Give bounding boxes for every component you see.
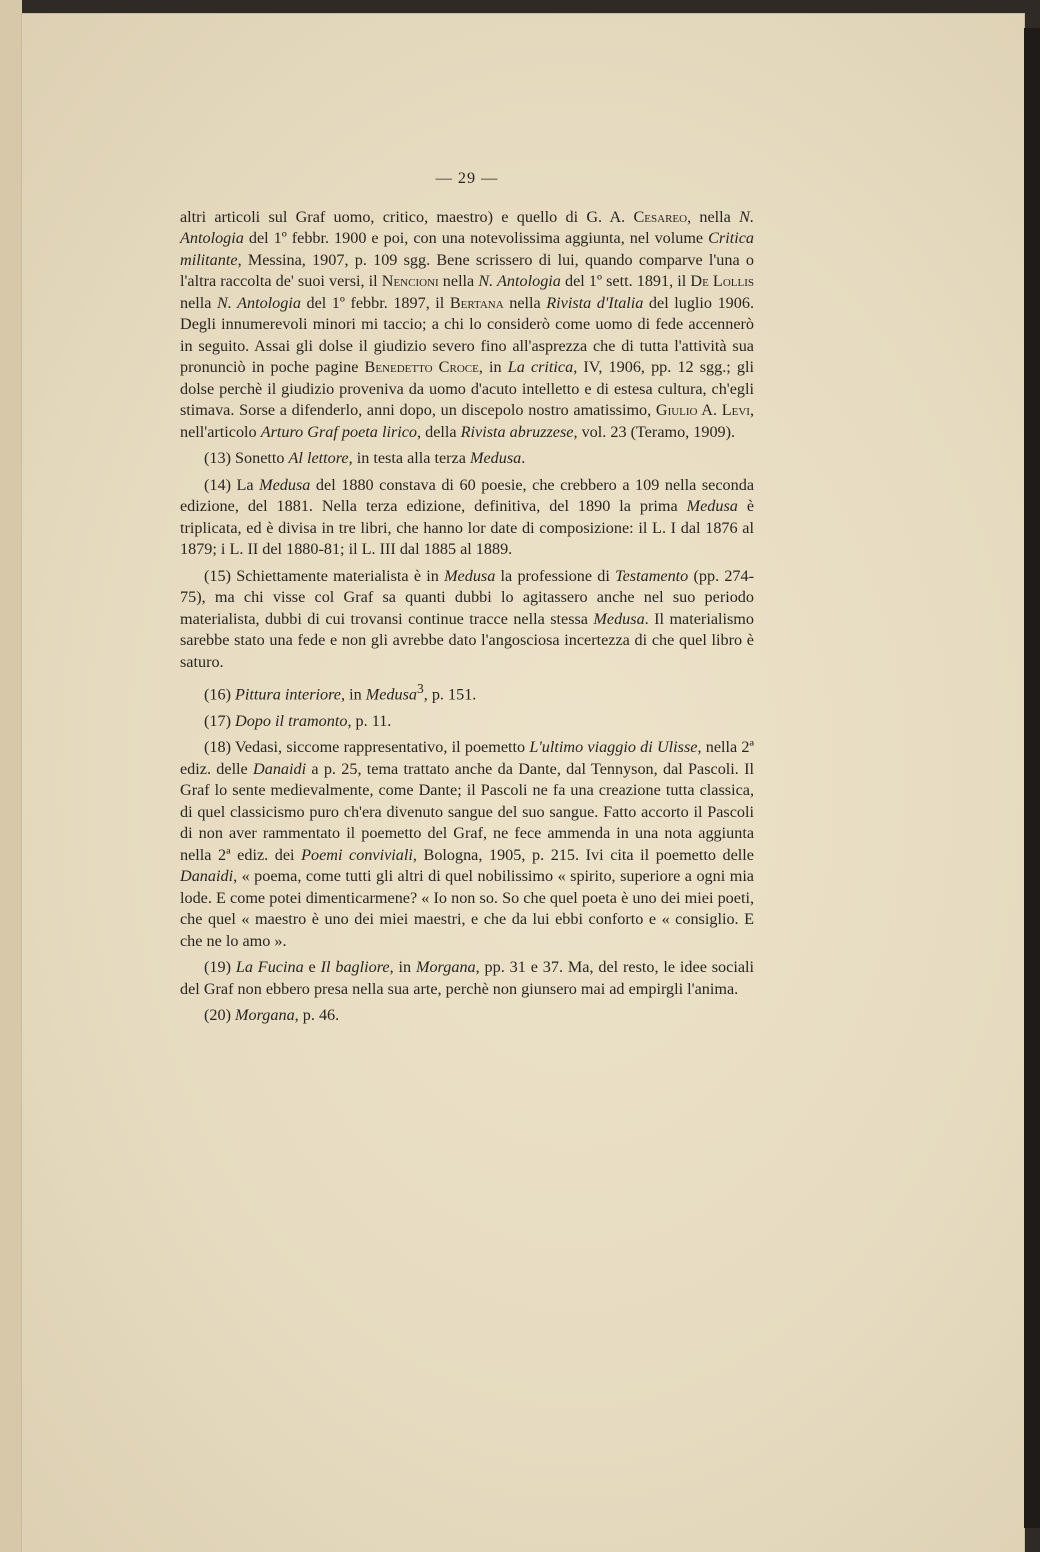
work-title: Medusa xyxy=(469,449,522,467)
note-17 xyxy=(180,711,754,733)
author-name: Nencioni xyxy=(381,272,439,290)
work-title: Danaidi xyxy=(180,867,234,886)
text: . xyxy=(521,449,526,467)
work-title: Medusa xyxy=(365,685,417,704)
text: , della xyxy=(417,422,461,441)
text: del luglio 1906. Degli innumerevoli minori mi taccio; a chi lo considerò come uomo di fede accennerò in seguito. Assai gli dolse il giudizio severo fino all'asprezza che di tutta l'attività sua pronunciò in poche pagine xyxy=(180,293,754,376)
text: (16) xyxy=(204,685,236,704)
work-title: Testamento xyxy=(615,566,689,585)
text: , vol. 23 (Teramo, 1909). xyxy=(573,422,736,441)
text: (20) xyxy=(204,1006,236,1025)
work-title: Poemi conviviali xyxy=(301,845,413,864)
author-name: De Lollis xyxy=(690,272,754,290)
text: , IV, 1906, pp. 12 sgg.; gli dolse perchè il giudizio proveniva da uomo d'acuto intelletto e di estesa cultura, ch'egli stimava. Sorse a difenderlo, anni dopo, un discepolo nostro amatissimo, xyxy=(180,358,754,419)
note-14 xyxy=(180,475,754,561)
text: (15) Schiettamente materialista è in xyxy=(204,566,445,585)
note-16 xyxy=(180,678,754,706)
work-title: Medusa xyxy=(259,475,311,494)
text: , p. 46. xyxy=(294,1006,340,1025)
edition-superscript: 3 xyxy=(416,681,424,696)
note-18 xyxy=(180,737,754,952)
work-title: Pittura interiore xyxy=(235,685,341,704)
work-title: N. Antologia xyxy=(478,272,561,290)
text: , Bologna, 1905, p. 215. Ivi cita il poemetto delle xyxy=(412,845,754,864)
text: , nella 2ª ediz. delle xyxy=(180,738,754,778)
author-name: Cesareo xyxy=(633,207,688,226)
work-title: La Fucina xyxy=(235,958,304,977)
text: , p. 151. xyxy=(423,685,477,704)
facing-page-edge xyxy=(0,0,22,1552)
text: (13) Sonetto xyxy=(204,449,289,467)
text: a p. 25, tema trattato anche da Dante, dal Tennyson, dal Pascoli. Il Graf lo sente medievalmente, come Dante; il Pascoli ne fa una creazione tutta classica, di quel classicismo puro ch'era divenuto sangue del suo sangue. Fatto accorto il Pascoli di non aver rammentato il poemetto del Graf, ne fece ammenda in una nota aggiunta nella 2ª ediz. dei xyxy=(180,759,755,864)
text: , in testa alla terza xyxy=(348,449,470,467)
work-title: Medusa xyxy=(593,609,645,628)
work-title: Rivista abruzzese xyxy=(460,422,574,441)
note-15 xyxy=(180,566,754,674)
note-20 xyxy=(180,1005,754,1027)
work-title: Morgana xyxy=(415,958,476,977)
note-13 xyxy=(180,448,754,470)
text: (18) Vedasi, siccome rappresentativo, il poemetto xyxy=(204,738,530,757)
work-title: N. Antologia xyxy=(217,293,301,312)
text: (pp. 274-75), ma chi visse col Graf sa quanti dubbi lo agitassero anche nel suo periodo materialista, dubbi di cui trovansi continue tracce nella stessa xyxy=(180,566,755,628)
text: , in xyxy=(340,685,366,704)
text: , p. 11. xyxy=(347,711,392,730)
text: del 1º febbr. 1900 e poi, con una notevolissima aggiunta, nel volume xyxy=(243,229,709,247)
text: , in xyxy=(389,958,416,977)
scan-border xyxy=(1024,28,1040,1528)
work-title: Medusa xyxy=(686,497,738,515)
text: , pp. 31 e 37. Ma, del resto, le idee sociali del Graf non ebbero presa nella sua arte, perchè non giunsero mai ad empirgli l'anima. xyxy=(180,958,755,998)
work-title: Rivista d'Italia xyxy=(546,293,644,312)
author-name: Benedetto Croce xyxy=(364,358,479,376)
work-title: Dopo il tramonto xyxy=(235,711,348,730)
text: del 1º sett. 1891, il xyxy=(560,272,691,290)
text: , in xyxy=(478,358,508,376)
text: del 1880 constava di 60 poesie, che crebbero a 109 nella seconda edizione, del 1881. Nella terza edizione, definitiva, del 1890 la prima xyxy=(180,475,755,515)
work-title: Al lettore xyxy=(288,449,349,467)
text: la professione di xyxy=(495,566,616,585)
text: (17) xyxy=(204,711,236,730)
work-title: Danaidi xyxy=(253,759,307,778)
work-title: L'ultimo viaggio di Ulisse xyxy=(529,738,698,757)
work-title: N. Antologia xyxy=(180,207,754,247)
text: , nella xyxy=(687,207,740,226)
text: nella xyxy=(503,293,547,312)
text: nella xyxy=(180,293,217,312)
work-title: La critica xyxy=(507,358,574,376)
work-title: Medusa xyxy=(444,566,496,585)
note-12-continuation xyxy=(180,207,754,444)
text: , Messina, 1907, p. 109 sgg. Bene scrissero di lui, quando comparve l'una o l'altra raccolta de' suoi versi, il xyxy=(180,250,754,290)
text: è triplicata, ed è divisa in tre libri, che hanno lor date di composizione: il L. I dal 1876 al 1879; i L. II del 1880-81; il L. III dal 1885 al 1889. xyxy=(180,497,754,558)
work-title: Morgana xyxy=(235,1006,295,1025)
page-number: — 29 — xyxy=(435,169,499,187)
work-title: Arturo Graf poeta lirico xyxy=(260,422,418,441)
page-content xyxy=(180,168,754,1032)
author-name: Giulio A. Levi xyxy=(655,401,750,419)
work-title: Il bagliore xyxy=(320,958,390,977)
text: , nell'articolo xyxy=(180,401,754,441)
text: (19) xyxy=(204,958,236,977)
text: (14) La xyxy=(204,475,260,494)
text: e xyxy=(303,958,321,977)
text: altri articoli sul Graf uomo, critico, maestro) e quello di G. A. xyxy=(180,207,634,226)
text: . Il materialismo sarebbe stato una fede e non gli avrebbe dato l'angosciosa incertezza di che quel libro è saturo. xyxy=(180,609,754,671)
work-title: Critica militante xyxy=(180,229,754,269)
text: nella xyxy=(438,272,479,290)
author-name: Bertana xyxy=(449,293,504,312)
text: , « poema, come tutti gli altri di quel nobilissimo « spirito, superiore a ogni mia lode. E come potei dimenticarmene? « Io non so. So che quel poeta è uno dei miei poeti, che quel « maestro è uno dei miei maestri, e che da lui ebbi conforto e « consiglio. E che ne lo amo ». xyxy=(180,867,754,950)
text: del 1º febbr. 1897, il xyxy=(300,293,450,312)
note-19 xyxy=(180,957,754,1000)
